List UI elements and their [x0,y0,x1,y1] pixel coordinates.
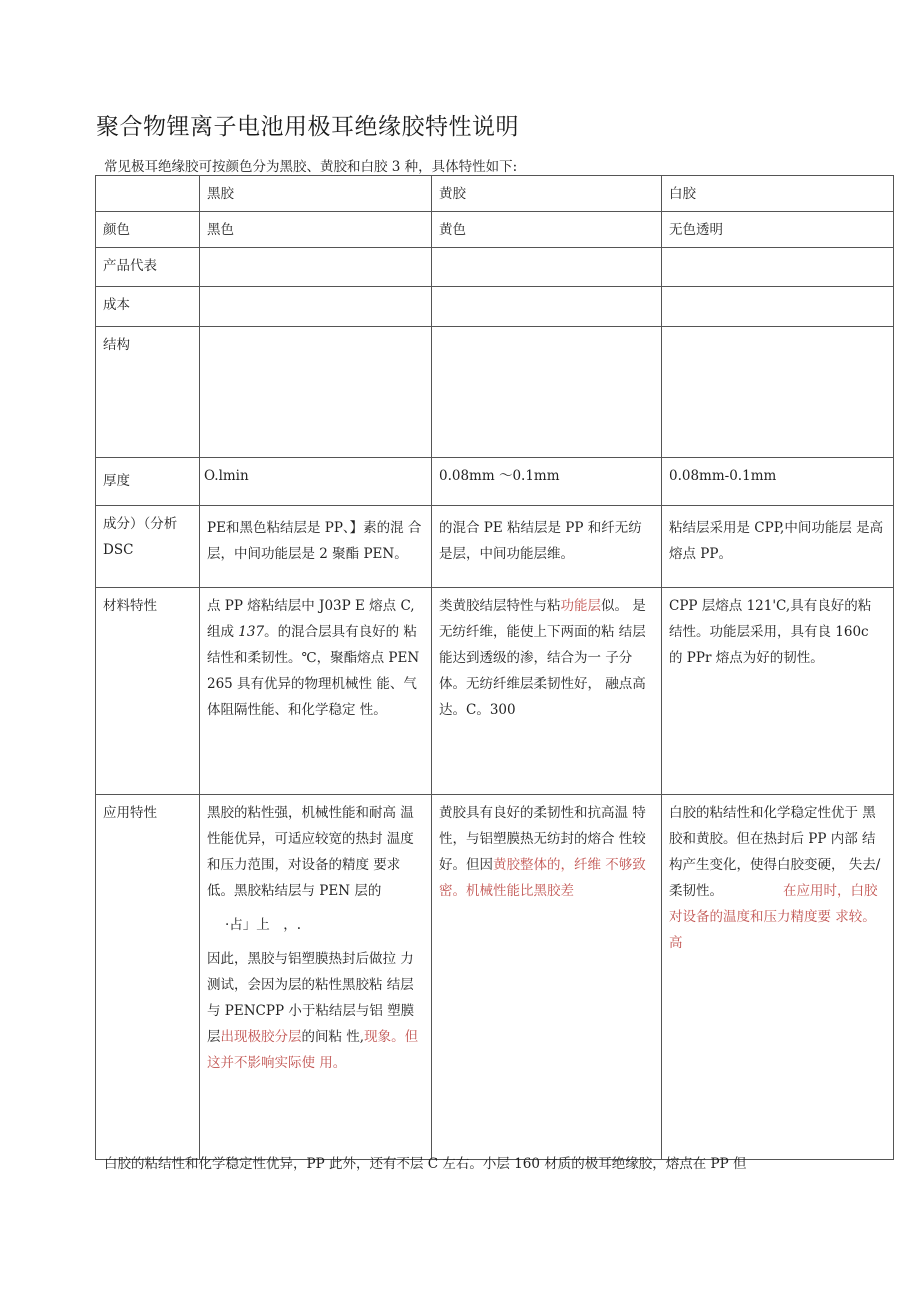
table-row-header [96,176,894,212]
structure-yellow [432,327,662,458]
material-yellow [432,588,662,795]
header-yellow-glue: 黄胶 [432,176,662,212]
cost-black [200,287,432,327]
table-row-application [96,795,894,1160]
material-black-value: 137 [238,624,265,640]
color-white: 无色透明 [662,212,894,248]
composition-white: 粘结层采用是 CPP,中间功能层 是高熔点 PP。 [662,506,894,588]
application-black-para-3c: 的间粘 性, [301,1029,365,1045]
row-label-product: 产品代表 [96,248,200,287]
row-label-application: 应用特性 [96,795,200,1160]
application-black [200,795,432,1160]
application-yellow-text: 黄胶具有良好的柔韧性和抗高温 特性，与铝塑膜热无纺封的熔合 性较好。但因 [439,805,646,873]
footer-text: 白胶的粘结性和化学稳定性优异，PP 此外，还有不层 C 左右。小层 160 材质的极耳绝缘胶，熔点在 PP 但 [104,1156,747,1172]
material-white: CPP 层熔点 121'C,具有良好的粘 结性。功能层采用，具有良 160c 的 PPr 熔点为好的韧性。 [662,588,894,795]
table-row-cost [96,287,894,327]
row-label-thickness: 厚度 [96,458,200,506]
row-label-color: 颜色 [96,212,200,248]
header-white-glue: 白胶 [662,176,894,212]
thickness-white: 0.08mm-0.1mm [662,458,894,506]
application-white [662,795,894,1160]
material-black-text-a: 点 PP 熔粘结层中 J03P E 熔点 C, 组成 [207,598,415,640]
composition-black: PE和黑色粘结层是 PP、】素的混 合层，中间功能层是 2 聚酯 PEN。 [200,506,432,588]
table-row-material [96,588,894,795]
table-row-composition [96,506,894,588]
material-yellow-text-b: 似。 是无纺纤维，能使上下两面的粘 结层能达到透级的渗，结合为一 子分体。无纺纤维层柔韧性好， 融点高达。C。300 [439,598,646,718]
structure-black [200,327,432,458]
table-row-thickness [96,458,894,506]
table-row-product [96,248,894,287]
application-black-highlight-1: 出现极胶分层 [220,1029,302,1045]
application-black-para-2: ·占」上 ，. [225,917,302,933]
row-label-material: 材料特性 [96,588,200,795]
material-black-text-b: 。的混合层具有良好的 粘结性和柔韧性。℃，聚酯熔点 PEN265 具有优异的物理机械性 能、气体阻隔性能、和化学稳定 性。 [207,624,420,718]
application-black-highlight-2: 现象。但这并不影响实际使 用。 [207,1029,419,1071]
row-label-composition: 成分）（分析 DSC [96,506,200,588]
material-yellow-text-a: 类黄胶结层特性与粘 [439,598,561,614]
product-yellow [432,248,662,287]
cost-white [662,287,894,327]
structure-white [662,327,894,458]
product-white [662,248,894,287]
application-yellow [432,795,662,1160]
row-label-cost: 成本 [96,287,200,327]
table-row-color [96,212,894,248]
product-black [200,248,432,287]
thickness-black: O.lmin [200,458,432,506]
cost-yellow [432,287,662,327]
thickness-yellow: 0.08mm ～0.1mm [432,458,662,506]
intro-text: 常见极耳绝缘胶可按颜色分为黑胶、黄胶和白胶 3 种，具体特性如下: [104,159,518,175]
application-black-para-1: 黑胶的粘性强，机械性能和耐高 温性能优异，可适应较宽的热封 温度和压力范围，对设备的精度 要求低。黑胶粘结层与 PEN 层的 [207,805,414,899]
composition-yellow: 的混合 PE 粘结层是 PP 和纤无纺 是层，中间功能层维。 [432,506,662,588]
application-yellow-highlight: 黄胶整体的，纤维 不够致密。机械性能比黑胶差 [439,857,646,899]
application-white-text: 白胶的粘结性和化学稳定性优于 黑胶和黄胶。但在热封后 PP 内部 结构产生变化，使得白胶变硬， 失去/柔韧性。 [669,805,881,899]
spec-table [95,175,894,1160]
color-yellow: 黄色 [432,212,662,248]
material-black [200,588,432,795]
header-black-glue: 黑胶 [200,176,432,212]
table-row-structure [96,327,894,458]
document-title: 聚合物锂离子电池用极耳绝缘胶特性说明 [96,114,519,140]
color-black: 黑色 [200,212,432,248]
header-blank-cell [96,176,200,212]
row-label-structure: 结构 [96,327,200,458]
application-white-highlight: 在应用时，白胶对设备的温度和压力精度要 求较。高 [669,883,878,951]
application-black-para-3a: 因此，黑胶与铝塑膜热封后做拉 力测试，会因为层的粘性黑胶粘 结层与 PENCPP 小于粘结层与铝 塑膜层 [207,951,415,1045]
material-yellow-highlight: 功能层 [560,598,601,614]
